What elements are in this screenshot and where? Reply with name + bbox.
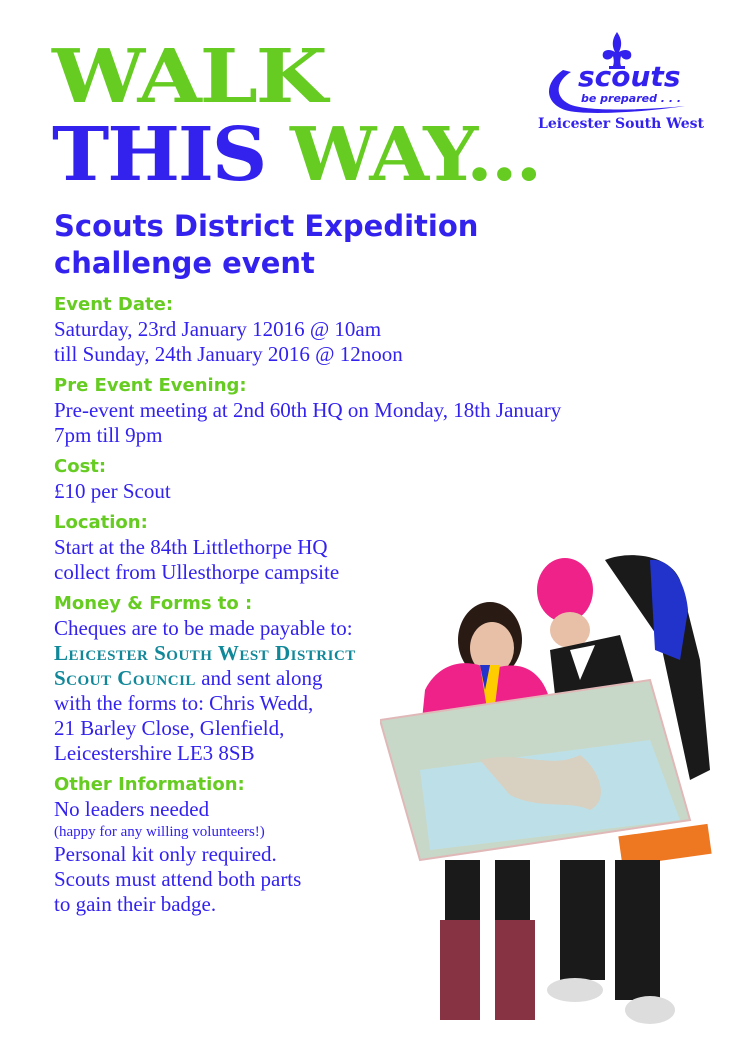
money-forms-line: Cheques are to be made payable to:: [54, 616, 353, 640]
event-date-label: Event Date:: [54, 294, 174, 315]
location-line: Start at the 84th Littlethorpe HQ: [54, 535, 328, 559]
subtitle-line-1: Scouts District Expedition: [54, 209, 479, 243]
other-info-label: Other Information:: [54, 774, 245, 795]
headline-this: THIS: [52, 112, 266, 198]
address-line: Leicestershire LE3 8SB: [54, 741, 255, 765]
headline-this-way: [52, 112, 541, 198]
svg-text:be prepared . . .: be prepared . . .: [581, 92, 682, 105]
fleur-de-lis-icon: [535, 30, 715, 120]
payee-name-cont: Scout Council: [54, 666, 196, 690]
money-forms-text: and sent along: [195, 666, 323, 690]
pre-event-line: Pre-event meeting at 2nd 60th HQ on Monday, 18th January: [54, 398, 562, 422]
subtitle-line-2: challenge event: [54, 246, 315, 280]
cost-value: £10 per Scout: [54, 479, 171, 503]
event-date-line: till Sunday, 24th January 2016 @ 12noon: [54, 342, 403, 366]
other-info-line: Personal kit only required.: [54, 842, 277, 866]
money-forms-line: with the forms to: Chris Wedd,: [54, 691, 314, 715]
location-line: collect from Ullesthorpe campsite: [54, 560, 340, 584]
section-cost: [54, 454, 674, 504]
other-info-note: (happy for any willing volunteers!): [54, 824, 265, 840]
payee-name: Leicester South West District: [54, 641, 356, 665]
scouts-map-photo: [380, 540, 730, 1040]
other-info-line: Scouts must attend both parts: [54, 867, 302, 891]
cost-label: Cost:: [54, 456, 107, 477]
other-info-line: No leaders needed: [54, 797, 210, 821]
logo-district-name: Leicester South West: [538, 116, 704, 132]
section-event-date: [54, 292, 674, 367]
address-line: 21 Barley Close, Glenfield,: [54, 716, 285, 740]
event-date-line: Saturday, 23rd January 12016 @ 10am: [54, 317, 382, 341]
location-label: Location:: [54, 512, 148, 533]
money-forms-label: Money & Forms to :: [54, 593, 253, 614]
pre-event-label: Pre Event Evening:: [54, 375, 247, 396]
event-subtitle: [54, 208, 524, 282]
other-info-line: to gain their badge.: [54, 892, 217, 916]
headline-way: WAY...: [289, 112, 541, 198]
headline-walk: WALK: [52, 34, 326, 120]
pre-event-line: 7pm till 9pm: [54, 423, 163, 447]
svg-text:scouts: scouts: [578, 60, 681, 93]
section-pre-event: [54, 373, 674, 448]
